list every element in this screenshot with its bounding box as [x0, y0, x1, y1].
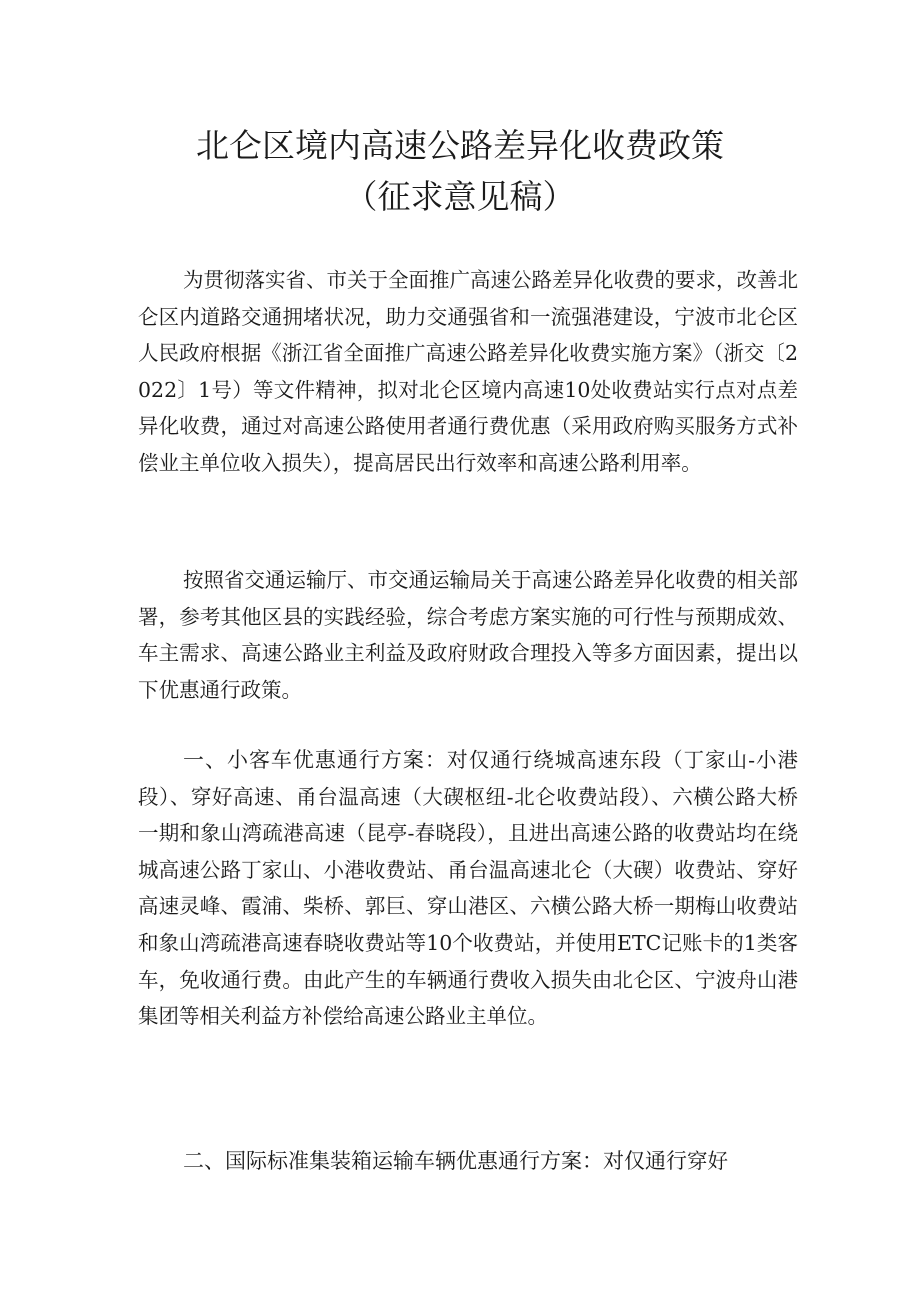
section-one-heading: 一、小客车优惠通行方案：对	[183, 748, 469, 772]
paragraph-basis: 按照省交通运输厅、市交通运输局关于高速公路差异化收费的相关部署，参考其他区县的实践经验，综合考虑方案实施的可行性与预期成效、车主需求、高速公路业主利益及政府财政合理投入等多方面因素，提出以下优惠通行政策。	[138, 568, 798, 702]
section-two-heading: 二、国际标准集装箱运输车辆优惠通行方案：对仅通行	[183, 1149, 687, 1173]
paragraph-section-one	[138, 742, 798, 1035]
document-subtitle: （征求意见稿）	[344, 177, 576, 216]
document-title: 北仑区境内高速公路差异化收费政策	[196, 126, 724, 165]
section-one-body: 仅通行绕城高速东段（丁家山-小港段）、穿好高速、甬台温高速（大碶枢纽-北仑收费站段）、六横公路大桥一期和象山湾疏港高速（昆亭-春晓段），且进出高速公路的收费站均在绕城高速公路丁家山、小港收费站、甬台温高速北仑（大碶）收费站、穿好高速灵峰、霞浦、柴桥、郭巨、穿山港区、六横公路大桥一期梅山收费站和象山湾疏港高速春晓收费站等10个收费站，并使用ETC记账卡的1类客车，免收通行费。由此产生的车辆通行费收入损失由北仑区、宁波舟山港集团等相关利益方补偿给高速公路业主单位。	[138, 748, 798, 1029]
section-two-body: 穿好	[687, 1149, 728, 1173]
paragraph-intro: 为贯彻落实省、市关于全面推广高速公路差异化收费的要求，改善北仑区内道路交通拥堵状况，助力交通强省和一流强港建设，宁波市北仑区人民政府根据《浙江省全面推广高速公路差异化收费实施方案》（浙交〔2022〕1号）等文件精神，拟对北仑区境内高速10处收费站实行点对点差异化收费，通过对高速公路使用者通行费优惠（采用政府购买服务方式补偿业主单位收入损失），提高居民出行效率和高速公路利用率。	[138, 268, 798, 475]
paragraph-section-two	[138, 1143, 798, 1180]
